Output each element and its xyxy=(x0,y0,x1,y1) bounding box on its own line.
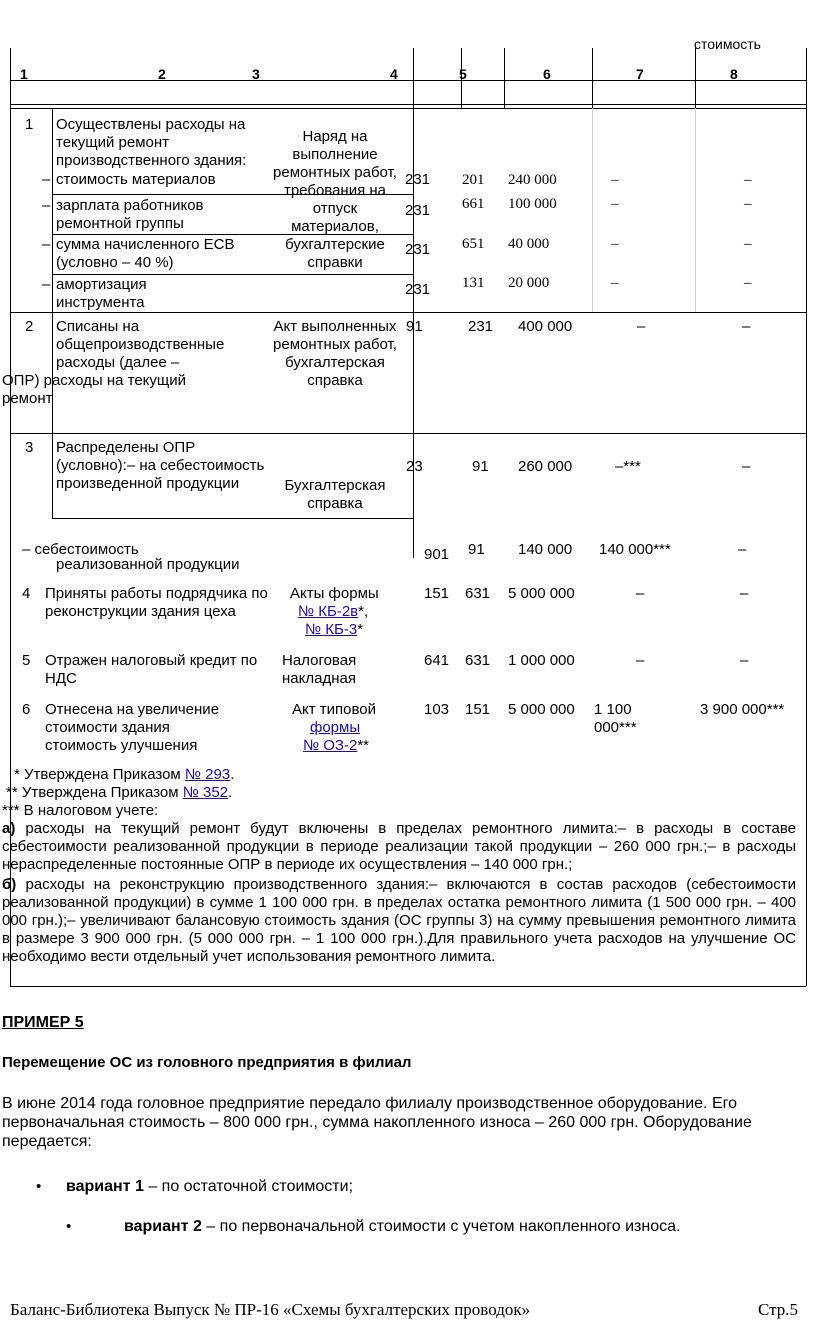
variant-2 xyxy=(124,1218,680,1236)
variant-1-text: – по остаточной стоимости; xyxy=(143,1178,354,1195)
row-description-cont: ремонт xyxy=(2,390,53,407)
sub-debit: 901 xyxy=(424,546,450,563)
note-2 xyxy=(6,784,232,801)
form-label xyxy=(310,719,360,736)
example-subheading: Перемещение ОС из головного предприятия в филиал xyxy=(2,1054,412,1071)
sub-col8: – xyxy=(744,172,752,188)
sub-credit: 131 xyxy=(462,275,485,291)
sub-description-cont: реализованной продукции xyxy=(56,556,240,573)
row-amount: 5 000 000 xyxy=(508,585,575,602)
sub-amount: 20 000 xyxy=(508,275,550,291)
row-amount: 400 000 xyxy=(518,318,573,335)
row-col8: – xyxy=(742,458,751,475)
sub-debit: 231 xyxy=(405,171,431,188)
row-description: Осуществлены расходы на текущий ремонт производственного здания: xyxy=(56,116,247,169)
sub-col7: – xyxy=(611,196,619,212)
note-2-text: ** Утверждена Приказом xyxy=(6,784,183,801)
example-heading: ПРИМЕР 5 xyxy=(2,1014,84,1031)
footer-page-number: Стр.5 xyxy=(758,1300,799,1319)
row-document: Наряд на выполнение ремонтных работ, требования на отпуск материалов, бухгалтерские справки xyxy=(273,128,397,271)
sub-credit: 201 xyxy=(462,172,485,188)
row-debit: 151 xyxy=(424,585,450,602)
note-1-end: . xyxy=(230,766,235,783)
row-document: Акты формы xyxy=(290,585,379,602)
row-document-form xyxy=(303,737,369,754)
row-credit: 91 xyxy=(472,458,489,475)
bullet-icon: • xyxy=(66,1218,72,1235)
note-2-end: . xyxy=(228,784,233,801)
row-debit: 641 xyxy=(424,652,450,669)
row-credit: 631 xyxy=(465,652,491,669)
sub-dash: – xyxy=(42,276,51,293)
sub-credit: 651 xyxy=(462,236,485,252)
sub-debit: 231 xyxy=(405,202,431,219)
sub-description: – себестоимость xyxy=(22,541,139,558)
form-oz2-number-link[interactable]: № ОЗ-2 xyxy=(303,737,358,754)
row-number: 5 xyxy=(22,652,31,669)
note-a-text: расходы на текущий ремонт будут включены в пределах ремонтного лимита:– в расходы в составе себестоимости реализованной продукции в периоде реализации такой продукции – 260 000 грн.;– в расходы нераспределенные постоянные ОПР в периоде их осуществления – 140 000 грн.; xyxy=(2,820,796,873)
sub-col7: 140 000*** xyxy=(599,541,671,558)
sub-col8: – xyxy=(744,236,752,252)
row-col8: – xyxy=(742,318,751,335)
sub-col7: – xyxy=(611,172,619,188)
bullet-icon: • xyxy=(36,1178,42,1195)
col-7-label: 7 xyxy=(636,66,644,82)
note-b-text: расходы на реконструкцию производственного здания:– включаются в состав расходов (себестоимости реализованной продукции) в сумме 1 100 000 грн. в пределах остатка ремонтного лимита (1 500 000 грн. – 400 000 грн.);– увеличивают балансовую стоимость здания (ОС группы 3) на сумму превышения ремонтного лимита в размере 3 900 000 грн. (5 000 000 грн. – 1 100 000 грн.).Для правильного учета расходов на улучшение ОС необходимо вести отдельный учет использования ремонтного лимита. xyxy=(2,876,796,965)
row-description: Отражен налоговый кредит по НДС xyxy=(45,652,258,687)
sub-amount: 140 000 xyxy=(518,541,573,558)
order-352-link[interactable]: № 352 xyxy=(182,784,229,801)
col-1-label: 1 xyxy=(20,66,28,82)
form-kb2v-link[interactable]: № КБ-2в xyxy=(298,603,359,620)
row-number: 4 xyxy=(22,585,31,602)
col-4-label: 4 xyxy=(390,66,398,82)
sub-col8: – xyxy=(738,541,747,558)
row-debit: 23 xyxy=(406,458,423,475)
note-paragraph-b xyxy=(2,876,796,966)
note-a-label: а) xyxy=(2,820,16,837)
row-document-form xyxy=(298,603,368,620)
variant-1 xyxy=(66,1178,353,1196)
row-document-form xyxy=(305,621,363,638)
order-293-link[interactable]: № 293 xyxy=(184,766,231,783)
variant-2-text: – по первоначальной стоимости с учетом накопленного износа. xyxy=(201,1218,681,1235)
example-paragraph: В июне 2014 года головное предприятие передало филиалу производственное оборудование. Его первоначальная стоимость – 800 000 грн., сумма накопленного износа – 260 000 грн. Оборудование передается: xyxy=(2,1095,752,1150)
form-footnote-mark: ** xyxy=(357,737,370,754)
note-1 xyxy=(14,766,234,783)
row-amount: 5 000 000 xyxy=(508,701,575,718)
sub-debit: 231 xyxy=(405,241,431,258)
sub-description: стоимость материалов xyxy=(56,171,216,188)
sub-amount: 40 000 xyxy=(508,236,550,252)
form-kb3-link[interactable]: № КБ-3 xyxy=(305,621,358,638)
sub-col7: – xyxy=(611,236,619,252)
sub-description: зарплата работников ремонтной группы xyxy=(56,197,204,232)
sub-credit: 661 xyxy=(462,196,485,212)
note-1-text: * Утверждена Приказом xyxy=(14,766,185,783)
row-description: Отнесена на увеличение стоимости здания стоимость улучшения xyxy=(45,701,220,754)
sub-dash: – xyxy=(42,236,51,253)
footer-publication: Баланс-Библиотека Выпуск № ПР-16 «Схемы бухгалтерских проводок» xyxy=(10,1300,531,1319)
row-debit: 91 xyxy=(406,318,423,335)
row-number: 2 xyxy=(25,318,34,335)
sub-description: сумма начисленного ЕСВ (условно – 40 %) xyxy=(56,236,235,271)
col-5-label: 5 xyxy=(459,66,467,82)
sub-dash: – xyxy=(42,171,51,188)
row-number: 1 xyxy=(25,116,34,133)
note-paragraph-a xyxy=(2,820,796,874)
variant-2-label: вариант 2 xyxy=(124,1218,202,1235)
row-col7: – xyxy=(636,585,645,602)
row-col7: – xyxy=(637,318,646,335)
sub-debit: 231 xyxy=(405,281,431,298)
form-footnote-mark: * xyxy=(357,621,364,638)
col-3-label: 3 xyxy=(252,66,260,82)
sub-description: амортизация инструмента xyxy=(56,276,147,311)
sub-col8: – xyxy=(744,196,752,212)
row-description: Списаны на общепроизводственные расходы (далее – xyxy=(56,318,225,371)
sub-amount: 240 000 xyxy=(508,172,557,188)
row-col7: 1 100 000*** xyxy=(594,701,637,736)
row-credit: 231 xyxy=(468,318,494,335)
header-cost-label: стоимость xyxy=(694,36,761,52)
row-description: Распределены ОПР (условно):– на себестоимость произведенной продукции xyxy=(56,439,265,492)
row-credit: 151 xyxy=(465,701,491,718)
row-amount: 1 000 000 xyxy=(508,652,575,669)
sub-col8: – xyxy=(744,275,752,291)
row-debit: 103 xyxy=(424,701,450,718)
row-document: Бухгалтерская справка xyxy=(284,477,386,512)
sub-col7: – xyxy=(611,275,619,291)
variant-1-label: вариант 1 xyxy=(66,1178,144,1195)
note-3: *** В налоговом учете: xyxy=(2,802,159,819)
col-8-label: 8 xyxy=(730,66,738,82)
row-number: 6 xyxy=(22,701,31,718)
sub-credit: 91 xyxy=(468,541,485,558)
note-b-label: б) xyxy=(2,876,17,893)
row-col8: – xyxy=(740,652,749,669)
row-credit: 631 xyxy=(465,585,491,602)
row-document: Налоговая накладная xyxy=(282,652,357,687)
row-description: Приняты работы подрядчика по реконструкции здания цеха xyxy=(45,585,268,620)
col-2-label: 2 xyxy=(158,66,166,82)
row-col8: – xyxy=(740,585,749,602)
row-col7: – xyxy=(636,652,645,669)
form-oz2-link[interactable]: формы xyxy=(310,719,361,736)
row-col7: –*** xyxy=(615,458,641,475)
row-description-cont: ОПР) расходы на текущий xyxy=(2,372,187,389)
row-document: Акт выполненных ремонтных работ, бухгалтерская справка xyxy=(273,318,397,389)
row-amount: 260 000 xyxy=(518,458,573,475)
sub-dash: – xyxy=(42,197,51,214)
sub-amount: 100 000 xyxy=(508,196,557,212)
form-footnote-mark: *, xyxy=(358,603,369,620)
row-number: 3 xyxy=(25,439,34,456)
col-6-label: 6 xyxy=(543,66,551,82)
row-col8: 3 900 000*** xyxy=(700,701,785,718)
row-document: Акт типовой xyxy=(292,701,377,718)
